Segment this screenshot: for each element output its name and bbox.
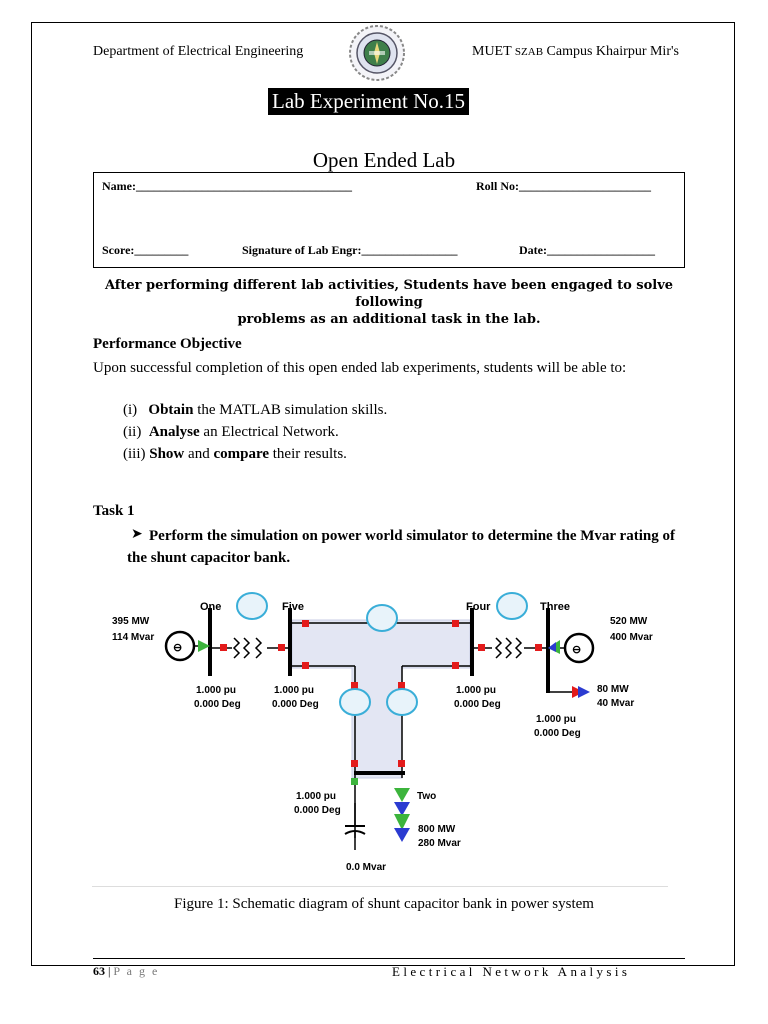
open-ended-title: Open Ended Lab <box>312 148 456 172</box>
objective-item: (iii) Show and compare their results. <box>123 446 347 462</box>
intro-text: After performing different lab activities, Students have been engaged to solve following problems as an additional task in the lab. <box>104 278 674 327</box>
svg-text:Three: Three <box>540 601 570 613</box>
svg-text:Five: Five <box>282 601 305 613</box>
svg-text:40 Mvar: 40 Mvar <box>597 698 635 709</box>
svg-text:400 Mvar: 400 Mvar <box>610 632 653 643</box>
svg-text:80 MW: 80 MW <box>597 684 629 695</box>
svg-text:0.000 Deg: 0.000 Deg <box>294 805 341 816</box>
power-system-diagram <box>92 588 668 888</box>
objective-item: (i) Obtain the MATLAB simulation skills. <box>123 402 388 418</box>
svg-text:0.000 Deg: 0.000 Deg <box>454 699 501 710</box>
svg-text:1.000 pu: 1.000 pu <box>456 685 497 696</box>
department-header: Department of Electrical Engineering <box>93 44 304 59</box>
roll-no-field[interactable]: Roll No:______________________ <box>476 179 651 193</box>
svg-text:1.000 pu: 1.000 pu <box>274 685 315 696</box>
svg-text:0.000 Deg: 0.000 Deg <box>534 728 581 739</box>
student-info-box <box>93 172 685 268</box>
name-field[interactable]: Name:____________________________________ <box>102 179 352 193</box>
footer-rule <box>93 958 685 959</box>
svg-text:280 Mvar: 280 Mvar <box>418 838 461 849</box>
date-field[interactable]: Date:__________________ <box>519 243 655 257</box>
svg-text:1.000 pu: 1.000 pu <box>296 791 337 802</box>
svg-text:Four: Four <box>466 601 491 613</box>
svg-text:⊖: ⊖ <box>572 644 582 656</box>
svg-text:0.000 Deg: 0.000 Deg <box>272 699 319 710</box>
course-name: Electrical Network Analysis <box>392 964 631 979</box>
signature-field[interactable]: Signature of Lab Engr:________________ <box>242 243 458 257</box>
svg-text:800 MW: 800 MW <box>418 824 456 835</box>
lab-title: Lab Experiment No.15 <box>268 88 469 115</box>
objective-item: (ii) Analyse an Electrical Network. <box>123 424 339 440</box>
svg-text:0.0 Mvar: 0.0 Mvar <box>346 862 387 873</box>
campus-header: MUET SZAB Campus Khairpur Mir's <box>472 44 679 59</box>
figure-separator <box>92 886 668 887</box>
figure-caption: Figure 1: Schematic diagram of shunt capacitor bank in power system <box>174 896 594 912</box>
svg-text:⊖: ⊖ <box>173 642 183 654</box>
svg-text:Two: Two <box>417 791 437 802</box>
task1-bullet-text: Perform the simulation on power world simulator to determine the Mvar rating of the shunt capacitor bank. <box>127 528 675 566</box>
svg-text:1.000 pu: 1.000 pu <box>536 714 577 725</box>
page-number: 63 | P a g e <box>93 964 160 978</box>
svg-text:0.000 Deg: 0.000 Deg <box>194 699 241 710</box>
task1-heading: Task 1 <box>93 503 135 519</box>
score-field[interactable]: Score:_________ <box>102 243 189 257</box>
svg-text:One: One <box>200 601 222 613</box>
arrow-bullet-icon: ➤ <box>131 527 143 542</box>
performance-paragraph: Upon successful completion of this open ended lab experiments, students will be able to: <box>93 360 627 376</box>
svg-text:395 MW: 395 MW <box>112 616 150 627</box>
university-seal-icon <box>347 22 407 84</box>
svg-text:520 MW: 520 MW <box>610 616 648 627</box>
svg-text:114 Mvar: 114 Mvar <box>112 632 155 643</box>
svg-text:1.000 pu: 1.000 pu <box>196 685 237 696</box>
performance-objective-heading: Performance Objective <box>93 336 242 352</box>
